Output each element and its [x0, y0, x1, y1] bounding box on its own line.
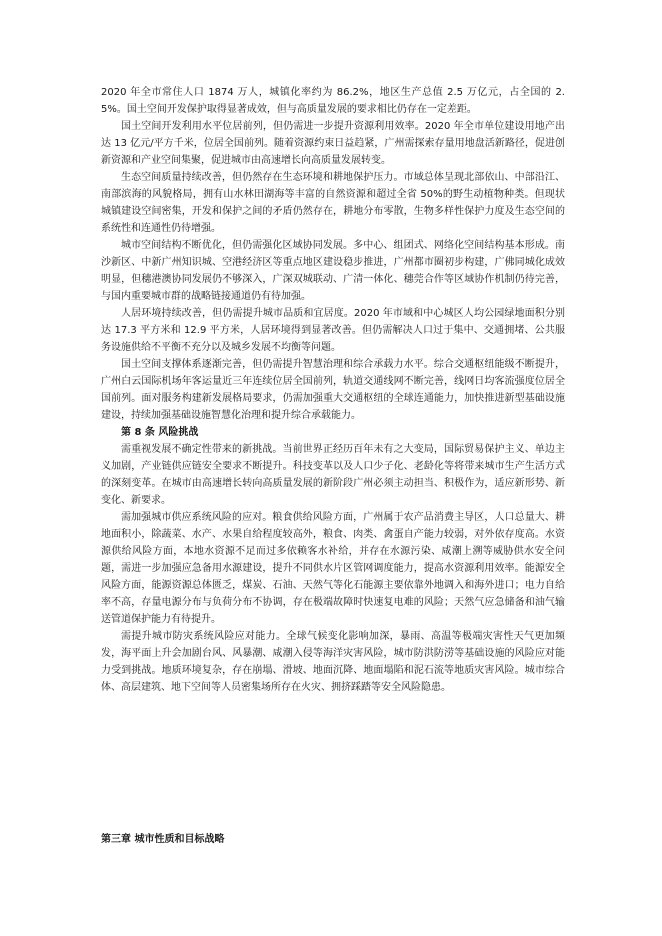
paragraph-land-use: 国土空间开发利用水平位居前列，但仍需进一步提升资源利用效率。2020 年全市单位建设用地产出达 13 亿元/平方千米，位居全国前列。随着资源约束日益趋紧，广州需探索存量用地盘活新路径，促进创新资源和产业空间集聚，促进城市由高速增长向高质量发展转变。 — [101, 121, 565, 166]
article-8-title: 第 8 条 风险挑战 — [121, 427, 199, 438]
paragraph-disaster-risk: 需提升城市防灾系统风险应对能力。全球气候变化影响加深，暴雨、高温等极端灾害性天气更加频发，海平面上升会加剧台风、风暴潮、咸潮入侵等海洋灾害风险，城市防洪防涝等基础设施的风险应对能力受到挑战。地质环境复杂，存在崩塌、滑坡、地面沉降、地面塌陷和泥石流等地质灾害风险。城市综合体、高层建筑、地下空间等人员密集场所存在火灾、拥挤踩踏等安全风险隐患。 — [101, 631, 565, 693]
paragraph-support-system: 国土空间支撑体系逐渐完善，但仍需提升智慧治理和综合承载力水平。综合交通枢纽能级不断提升，广州白云国际机场年客运量近三年连续位居全国前列，轨道交通线网不断完善，线网日均客流强度位居全国前列。面对服务构建新发展格局要求，仍需加强重大交通枢纽的全球连通能力，加快推进新型基础设施建设，持续加强基础设施智慧化治理和提升综合承载能力。 — [101, 359, 565, 421]
paragraph-supply-risk: 需加强城市供应系统风险的应对。粮食供给风险方面，广州属于农产品消费主导区，人口总量大、耕地面积小，除蔬菜、水产、水果自给程度较高外，粮食、肉类、禽蛋自产能力较弱，对外依存度高。水资源供给风险方面，本地水资源不足而过多依赖客水补给，并存在水源污染、咸潮上溯等威胁供水安全问题，需进一步加强应急备用水源建设，提升不同供水片区管网调度能力，提高水资源利用效率。能源安全风险方面，能源资源总体匮乏，煤炭、石油、天然气等化石能源主要依靠外地调入和海外进口；电力自给率不高，存量电源分布与负荷分布不协调，存在极端故障时快速复电难的风险；天然气应急储备和油气输送管道保护能力有待提升。 — [101, 512, 565, 625]
paragraph-population: 2020 年全市常住人口 1874 万人，城镇化率约为 86.2%，地区生产总值 2.5 万亿元，占全国的 2.5%。国土空间开发保护取得显著成效，但与高质量发展的要求相比仍存在一定差距。 — [101, 87, 565, 115]
paragraph-spatial-structure: 城市空间结构不断优化，但仍需强化区域协同发展。多中心、组团式、网络化空间结构基本形成。南沙新区、中新广州知识城、空港经济区等重点地区建设稳步推进，广州都市圈初步构建，广佛同城化成效明显，但穗港澳协同发展仍不够深入，广深双城联动、广清一体化、穗莞合作等区域协作机制仍待完善，与国内重要城市群的战略链接通道仍有待加强。 — [101, 240, 565, 302]
paragraph-living-environment: 人居环境持续改善，但仍需提升城市品质和宜居度。2020 年市域和中心城区人均公园绿地面积分别达 17.3 平方米和 12.9 平方米，人居环境得到显著改善。但仍需解决人口过于集中、交通拥堵、公共服务设施供给不平衡不充分以及城乡发展不均衡等问题。 — [101, 308, 565, 353]
paragraph-uncertainty: 需重视发展不确定性带来的新挑战。当前世界正经历百年未有之大变局，国际贸易保护主义、单边主义加剧，产业链供应链安全要求不断提升。科技变革以及人口少子化、老龄化等将带来城市生产生活方式的深刻变革。在城市由高速增长转向高质量发展的新阶段广州必须主动担当、积极作为，适应新形势、新变化、新要求。 — [101, 444, 565, 506]
paragraph-ecology: 生态空间质量持续改善，但仍然存在生态环境和耕地保护压力。市域总体呈现北部依山、中部沿江、南部滨海的风貌格局，拥有山水林田湖海等丰富的自然资源和超过全省 50%的野生动植物种类。但现状城镇建设空间密集，开发和保护之间的矛盾仍然存在，耕地分布零散，生物多样性保护力度及生态空间的系统性和连通性仍待增强。 — [101, 172, 565, 234]
document-body — [101, 84, 565, 696]
chapter-3-heading: 第三章 城市性质和目标战略 — [101, 834, 225, 845]
